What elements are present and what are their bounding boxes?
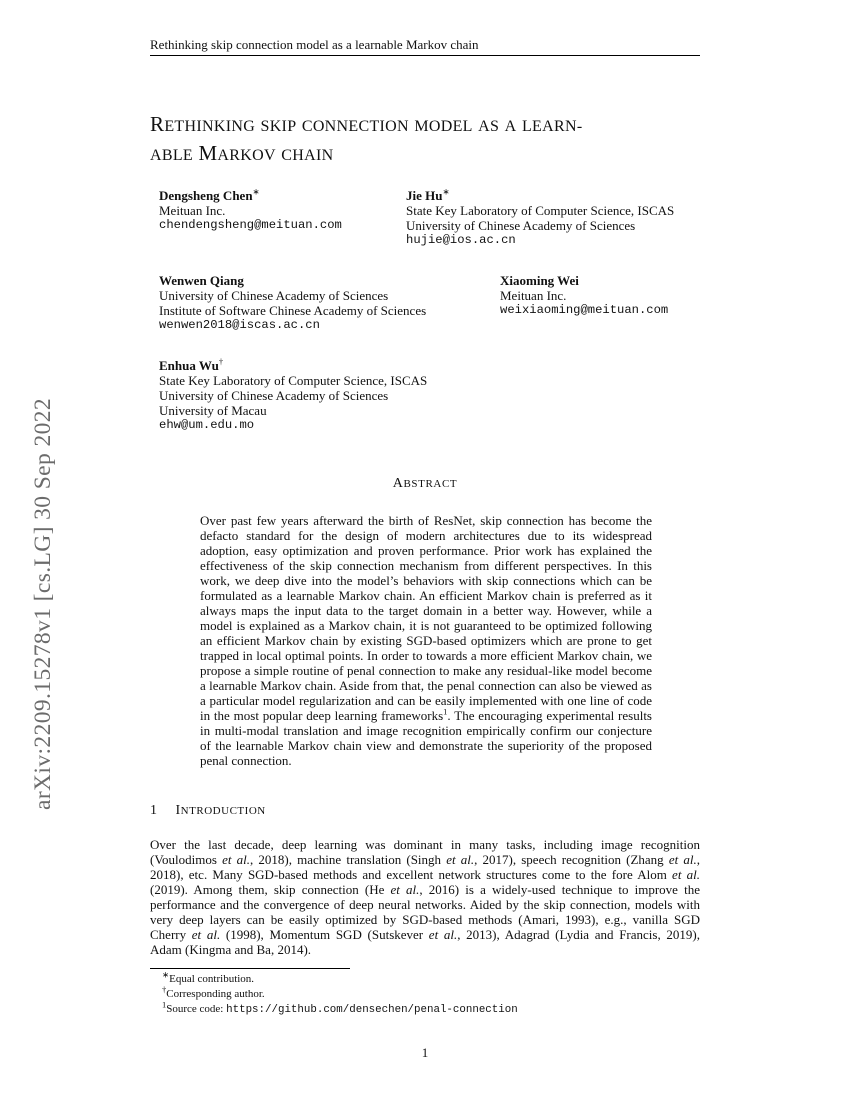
author-name: Jie Hu <box>406 188 443 203</box>
author-name: Wenwen Qiang <box>159 273 244 288</box>
section-heading <box>150 803 266 819</box>
author-email[interactable]: ehw@um.edu.mo <box>159 418 255 432</box>
intro-text: Over the last decade, deep learning was dominant in many tasks, including image recognition (Voulodimos <box>150 837 700 867</box>
author-email[interactable]: wenwen2018@iscas.ac.cn <box>159 318 320 332</box>
author-mark: ∗ <box>252 186 260 197</box>
author-affiliation: University of Chinese Academy of Sciences <box>159 388 389 403</box>
author-affiliation: Meituan Inc. <box>500 288 567 303</box>
abstract-heading: ABSTRACT <box>392 476 458 491</box>
intro-text: (1998), Momentum SGD (Sutskever <box>220 927 429 942</box>
author-name: Enhua Wu <box>159 358 219 373</box>
footnote <box>162 984 265 1001</box>
author-block <box>159 188 342 233</box>
author-affiliation: University of Chinese Academy of Sciences <box>406 218 636 233</box>
running-header: Rethinking skip connection model as a learnable Markov chain <box>150 37 479 52</box>
author-name: Dengsheng Chen <box>159 188 253 203</box>
section-title: INTRODUCTION <box>175 803 266 818</box>
author-block <box>500 273 668 318</box>
intro-text: , 2013), Adagrad (Lydia and Francis, 2019), Adam (Kingma and Ba, 2014). <box>150 927 700 957</box>
author-name: Xiaoming Wei <box>500 273 579 288</box>
author-block <box>159 358 427 433</box>
author-affiliation: State Key Laboratory of Computer Science, ISCAS <box>159 373 428 388</box>
abstract-text: Over past few years afterward the birth of ResNet, skip connection has become the defacto standard for the design of modern architectures due to its widespread adoption, easy optimization and proven performance. Prior work has explained the effectiveness of the skip connection mechanism from different perspectives. In this work, we deep dive into the model’s behaviors with skip connections which can be formulated as a learnable Markov chain. An efficient Markov chain is preferred as it always maps the input data to the target domain in a better way. However, while a model is explained as a Markov chain, it is not guaranteed to be optimized following an efficient Markov chain by existing SGD-based optimizers which are prone to get trapped in local optimal points. In order to towards a more efficient Markov chain, we propose a simple routine of penal connection to make any residual-like model become a learnable Markov chain. Aside from that, the penal connection can also be viewed as a particular model regularization and can be easily implemented with one line of code in the most popular deep learning frameworks <box>200 513 652 723</box>
citation-etal: et al. <box>222 852 250 867</box>
footnote-text: Corresponding author. <box>166 988 265 1000</box>
intro-text: , 2017), speech recognition (Zhang <box>474 852 669 867</box>
arxiv-stamp: arXiv:2209.15278v1 [cs.LG] 30 Sep 2022 <box>30 397 56 810</box>
footnote-text: Source code: <box>166 1003 227 1015</box>
citation-etal: et al. <box>668 852 697 867</box>
footnote <box>162 999 518 1017</box>
author-email[interactable]: weixiaoming@meituan.com <box>500 303 669 317</box>
footnote-mark: ∗ <box>162 969 170 980</box>
citation-etal: et al. <box>428 927 458 942</box>
author-affiliation: Institute of Software Chinese Academy of Sciences <box>159 303 427 318</box>
author-mark: ∗ <box>442 186 450 197</box>
author-mark: † <box>218 356 224 367</box>
citation-etal: et al. <box>191 927 221 942</box>
author-affiliation: University of Macau <box>159 403 267 418</box>
author-affiliation: Meituan Inc. <box>159 203 226 218</box>
footnote-ref[interactable]: 1 <box>443 706 448 717</box>
introduction-paragraph <box>150 837 700 957</box>
header-rule <box>150 55 700 56</box>
intro-text: , 2018), machine translation (Singh <box>250 852 447 867</box>
footnote-mark: 1 <box>162 999 167 1010</box>
paper-title <box>150 111 710 169</box>
abstract-text: . The encouraging experimental results in multi-modal translation and image recognition empirically confirm our conjecture of the learnable Markov chain view and demonstrate the superiority of the proposed penal connection. <box>200 708 652 768</box>
source-code-link[interactable]: https://github.com/densechen/penal-connection <box>226 1004 518 1016</box>
footnote-text: Equal contribution. <box>169 973 255 985</box>
intro-text: (2019). Among them, skip connection (He <box>150 882 391 897</box>
footnote-mark: † <box>162 984 167 995</box>
page-number: 1 <box>421 1045 429 1060</box>
author-email[interactable]: hujie@ios.ac.cn <box>406 233 516 247</box>
title-line-1: RETHINKING SKIP CONNECTION MODEL AS A LEARN- <box>150 112 583 136</box>
intro-text: , 2016) is a widely-used technique to improve the performance and the convergence of deep neural networks. Aided by the skip connection, models with very deep layers can be easily optimized by SGD-based methods (Amari, 1993), e.g., vanilla SGD Cherry <box>150 882 700 942</box>
author-block <box>159 273 426 333</box>
author-email[interactable]: chendengsheng@meituan.com <box>159 218 342 232</box>
citation-etal: et al. <box>672 867 701 882</box>
footnote-rule <box>150 968 350 969</box>
author-affiliation: University of Chinese Academy of Sciences <box>159 288 389 303</box>
title-line-2: ABLE MARKOV CHAIN <box>150 141 334 165</box>
intro-text: , 2018), etc. Many SGD-based methods and excellent network structures come to the fore Alom <box>150 852 700 882</box>
abstract-body <box>200 513 652 768</box>
author-affiliation: State Key Laboratory of Computer Science, ISCAS <box>406 203 675 218</box>
footnote <box>162 969 255 986</box>
author-block <box>406 188 674 248</box>
section-number: 1 <box>150 803 158 818</box>
citation-etal: et al. <box>446 852 475 867</box>
citation-etal: et al. <box>390 882 420 897</box>
